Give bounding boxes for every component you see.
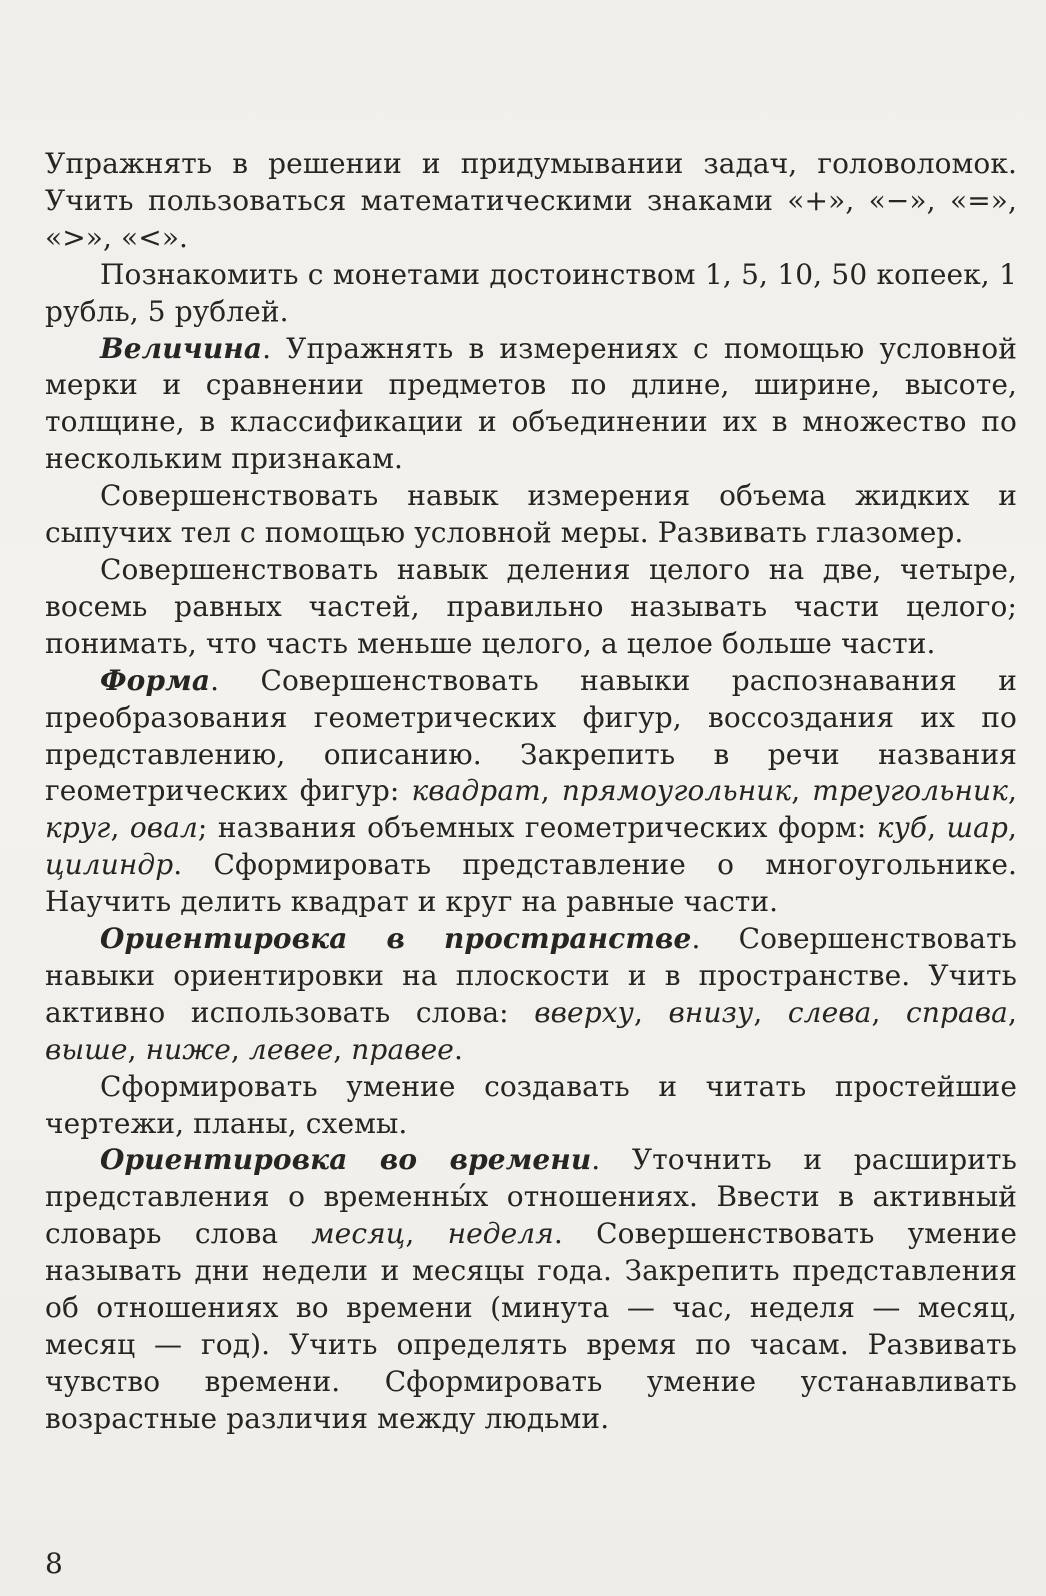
text-run: , [333, 1032, 352, 1066]
paragraph [45, 1069, 1017, 1143]
italic-term: вверху [534, 995, 634, 1029]
section-term: Ориентировка в пространстве [100, 922, 692, 956]
text-run: , [110, 811, 130, 845]
text-run: , [1007, 995, 1017, 1029]
text-run: Совершенствовать навык деления целого на две, четыре, восемь равных частей, правильно называть части целого; понимать, что часть меньше целого, а целое больше части. [45, 552, 1017, 660]
paragraph [45, 552, 1017, 663]
text-run: . Уточнить и расширить представления о временны́х отношениях. Ввести в активный словарь слова [45, 1143, 1017, 1251]
paragraph [45, 921, 1017, 1069]
italic-term: прямоугольник [561, 774, 792, 808]
text-run: Познакомить с монетами достоинством 1, 5, 10, 50 копеек, 1 рубль, 5 рублей. [45, 257, 1017, 328]
text-run: . [453, 1032, 463, 1066]
italic-term: ниже [145, 1032, 231, 1066]
text-run: , [1007, 811, 1017, 845]
text-run: , [791, 774, 813, 808]
text-run: , [540, 774, 562, 808]
italic-term: квадрат [411, 774, 541, 808]
italic-term: левее [248, 1032, 334, 1066]
italic-term: овал [129, 811, 198, 845]
italic-term: внизу [668, 995, 754, 1029]
text-run: , [753, 995, 788, 1029]
text-run: , [230, 1032, 249, 1066]
section-term: Форма [100, 663, 211, 697]
italic-term: неделя [447, 1217, 554, 1251]
text-run: Совершенствовать навык измерения объема жидких и сыпучих тел с помощью условной меры. Развивать глазомер. [45, 479, 1017, 550]
text-run: , [405, 1217, 448, 1251]
section-term: Величина [100, 331, 263, 365]
paragraph [45, 257, 1017, 331]
text-run: Сформировать умение создавать и читать простейшие чертежи, планы, схемы. [45, 1069, 1017, 1140]
italic-term: выше [45, 1032, 128, 1066]
text-run: , [927, 811, 947, 845]
text-run: . Совершенствовать навыки распознавания и преобразования геометрических фигур, воссоздания их по представлению, описанию. Закрепить в речи названия геометрических фигур: [45, 663, 1017, 808]
text-run: . Совершенствовать умение называть дни недели и месяцы года. Закрепить представления об отношениях во времени (минута — час, неделя — месяц, месяц — год). Учить определять время по часам. Развивать чувство времени. Сформировать умение устанавливать возрастные различия между людьми. [45, 1217, 1017, 1435]
paragraph [45, 663, 1017, 921]
italic-term: шар [946, 811, 1008, 845]
text-run: , [871, 995, 907, 1029]
text-run: , [633, 995, 669, 1029]
text-run: . Упражнять в измерениях с помощью условной мерки и сравнении предметов по длине, ширине, высоте, толщине, в классификации и объединении их в множество по нескольким признакам. [45, 331, 1017, 476]
text-run: . Сформировать представление о многоугольнике. Научить делить квадрат и круг на равные части. [45, 848, 1017, 919]
text-run: , [127, 1032, 146, 1066]
italic-term: месяц [311, 1217, 406, 1251]
text-run: , [1007, 774, 1017, 808]
text-run: . Совершенствовать навыки ориентировки на плоскости и в пространстве. Учить активно использовать слова: [45, 922, 1018, 1029]
italic-term: куб [876, 811, 928, 845]
text-run: Упражнять в решении и придумывании задач, головоломок. Учить пользоваться математическими знаками «+», «−», «=», «>», «<». [45, 147, 1017, 254]
italic-term: справа [906, 995, 1008, 1029]
section-term: Ориентировка во времени [100, 1143, 592, 1177]
paragraph [45, 1142, 1017, 1437]
paragraph [45, 331, 1017, 479]
italic-term: круг [45, 811, 111, 845]
page-number: 8 [45, 1547, 63, 1580]
italic-term: цилиндр [45, 848, 174, 882]
paragraph [45, 146, 1017, 257]
italic-term: слева [787, 995, 872, 1029]
italic-term: треугольник [812, 774, 1008, 808]
body-text [45, 146, 1017, 1438]
paragraph [45, 478, 1017, 552]
italic-term: правее [351, 1032, 454, 1066]
text-run: ; названия объемных геометрических форм: [197, 811, 877, 845]
